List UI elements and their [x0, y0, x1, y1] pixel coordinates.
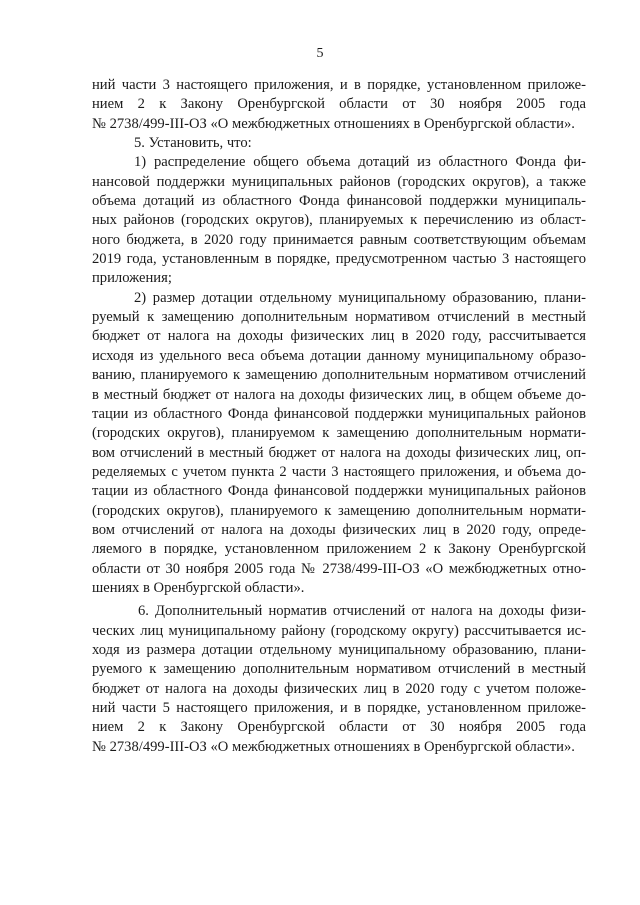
text-line: ний части 5 настоящего приложения, и в порядке, установленном приложе- — [92, 700, 586, 716]
text-line: 1) распределение общего объема дотаций из областного Фонда фи- — [134, 154, 586, 171]
text-line: области от 30 ноября 2005 года № 2738/499-III-ОЗ «О межбюджетных отно- — [92, 560, 586, 577]
text-line: тации из областного Фонда финансовой поддержки муниципальных районов — [92, 405, 586, 422]
text-line: вом отчислений от налога на доходы физических лиц в 2020 году, опреде- — [92, 521, 586, 538]
text-line: вом отчислений в местный бюджет от налога на доходы физических лиц, оп- — [92, 444, 586, 461]
text-line: ных районов (городских округов), планируемых к перечислению из област- — [92, 212, 586, 229]
text-line: ного бюджета, в 2020 году принимается равным соответствующим объемам — [92, 231, 586, 248]
document-body — [92, 76, 586, 757]
text-line: (городских округов), планируемого к замещению дополнительным нормати- — [92, 502, 586, 519]
text-line: нием 2 к Закону Оренбургской области от 30 ноября 2005 года — [92, 719, 586, 736]
text-line: исходя из удельного веса объема дотации данному муниципальному образо- — [92, 347, 586, 364]
text-line: ляемого в порядке, установленном приложением 2 к Закону Оренбургской — [92, 541, 586, 558]
text-line: 5. Установить, что: — [134, 135, 252, 152]
text-line: в местный бюджет от налога на доходы физических лиц, в общем объеме до- — [92, 386, 586, 403]
text-line: приложения; — [92, 270, 172, 287]
page-number: 5 — [316, 46, 324, 61]
text-line: руемый к замещению дополнительным нормативом отчислений в местный — [92, 309, 586, 326]
text-line: 2019 года, установленным в порядке, предусмотренном частью 3 настоящего — [92, 251, 586, 268]
text-line: объема дотаций из областного Фонда финансовой поддержки муниципаль- — [92, 193, 586, 210]
text-line: № 2738/499-III-ОЗ «О межбюджетных отношениях в Оренбургской области». — [92, 738, 575, 755]
text-line: ческих лиц муниципальному району (городскому округу) рассчитывается ис- — [92, 622, 586, 639]
text-line: нансовой поддержки муниципальных районов (городских округов), а также — [92, 173, 586, 190]
text-line: нием 2 к Закону Оренбургской области от 30 ноября 2005 года — [92, 96, 586, 113]
text-line: 6. Дополнительный норматив отчислений от налога на доходы физи- — [138, 603, 586, 620]
text-line: шениях в Оренбургской области». — [92, 579, 305, 596]
text-line: 2) размер дотации отдельному муниципальному образованию, плани- — [134, 289, 586, 306]
text-line: ределяемых с учетом пункта 2 части 3 настоящего приложения, и объема до- — [92, 463, 586, 480]
text-line: бюджет от налога на доходы физических лиц в 2020 году с учетом положе- — [92, 680, 586, 697]
text-line: тации из областного Фонда финансовой поддержки муниципальных районов — [92, 483, 586, 500]
text-line: ходя из размера дотации отдельному муниципальному образованию, плани- — [92, 641, 586, 658]
text-line: бюджет от налога на доходы физических лиц в 2020 году, рассчитывается — [92, 328, 586, 345]
text-line: № 2738/499-III-ОЗ «О межбюджетных отношениях в Оренбургской области». — [92, 115, 575, 132]
text-line: ний части 3 настоящего приложения, и в порядке, установленном приложе- — [92, 77, 586, 93]
text-line: ванию, планируемого к замещению дополнительным нормативом отчислений — [92, 367, 586, 384]
text-line: руемого к замещению дополнительным нормативом отчислений в местный — [92, 661, 586, 678]
text-line: (городских округов), планируемом к замещению дополнительным нормати- — [92, 425, 586, 442]
